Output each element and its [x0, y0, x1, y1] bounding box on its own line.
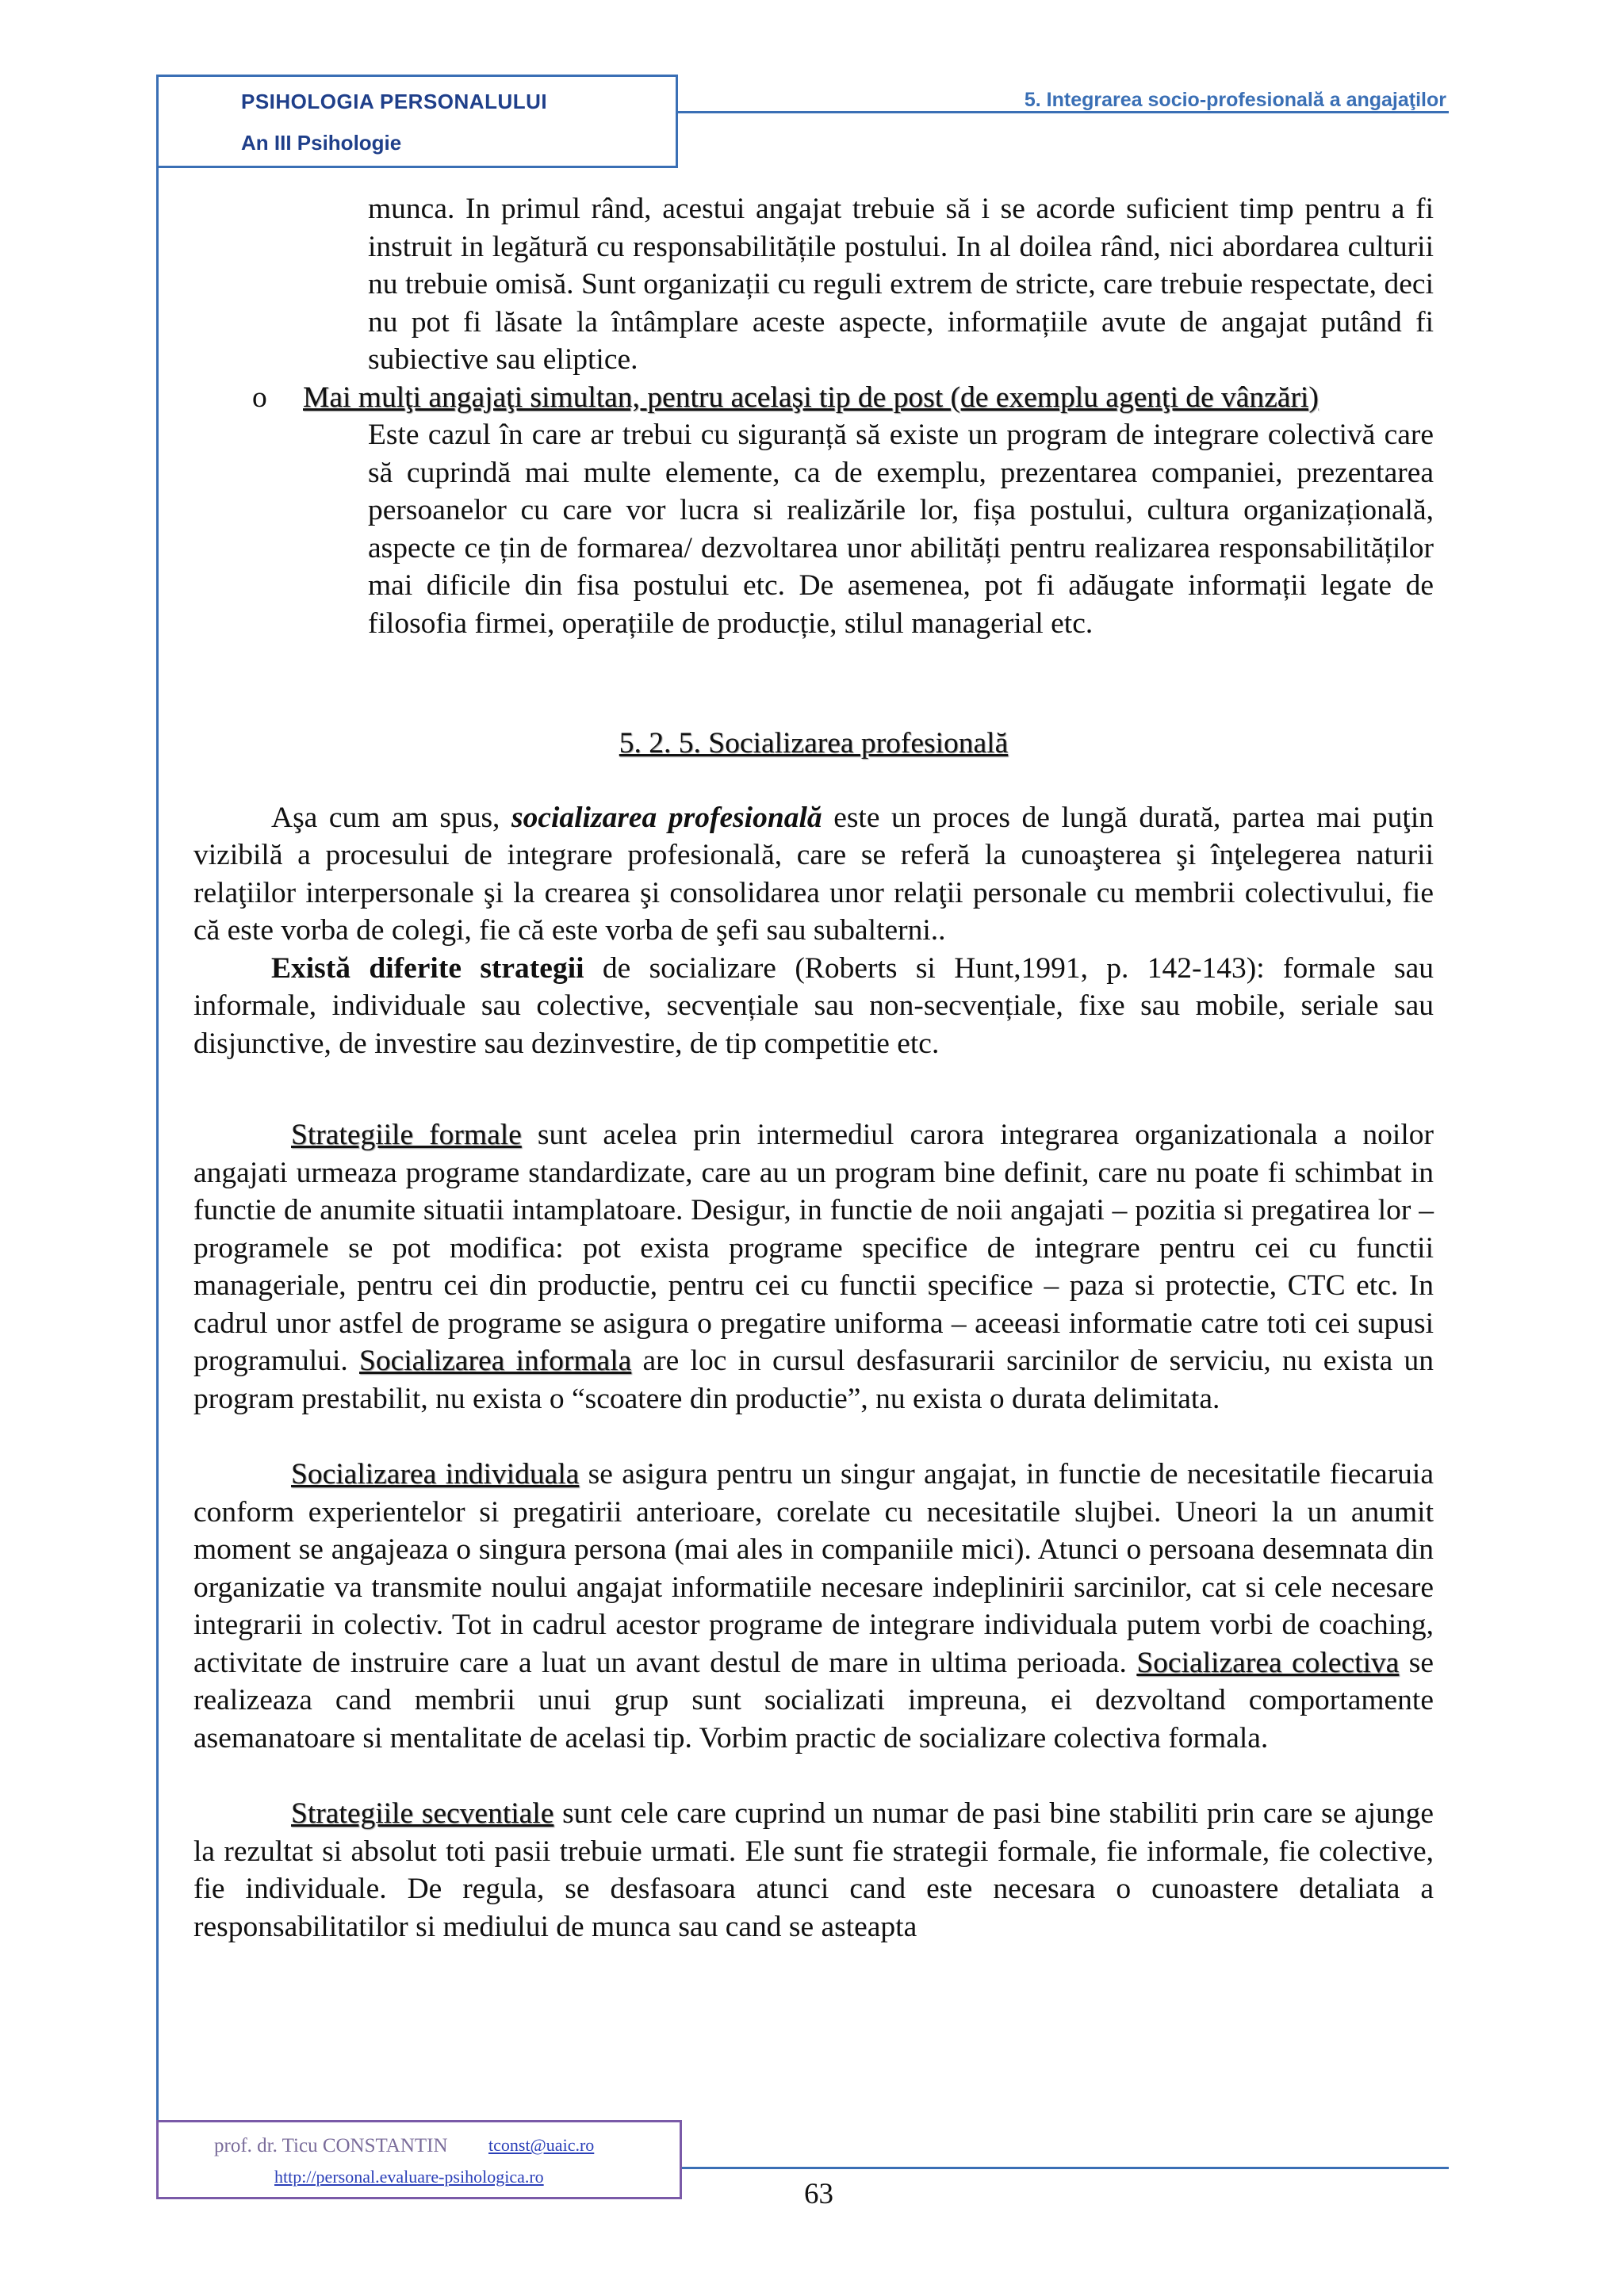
- footer-rule: [682, 2167, 1449, 2169]
- term-professional-socialization: socializarea profesională: [511, 801, 822, 834]
- footer-box: [156, 2120, 682, 2199]
- term-sequential-strategies: Strategiile secventiale: [291, 1797, 554, 1830]
- spacer: [193, 1418, 1434, 1456]
- text-run: Aşa cum am spus,: [271, 801, 511, 834]
- course-year: An III Psihologie: [241, 131, 402, 155]
- page-number: 63: [804, 2178, 833, 2210]
- spacer: [193, 1757, 1434, 1795]
- text-run: are loc in cursul desfasurarii sarcinilor de serviciu, nu exista un program prestabilit, nu exista o “scoatere din productie”, nu exista o durata delimitata.: [193, 1345, 1434, 1415]
- header-box: [156, 75, 678, 168]
- text-run: sunt acelea prin intermediul carora integrarea organizationala a noilor angajati urmeaza programe standardizate, care au un program bine definit, care nu poate fi schimbat in functie de anumite situatii intamplatoare. Desigur, in functie de noii angajati – pozitia si pregatirea lor – programele se pot modifica: pot exista programe specifice de integrare pentru cei cu functii manageriale, pentru cei din productie, pentru cei cu functii specifice – paza si protectie, CTC etc. In cadrul unor astfel de programe se asigura o pregatire uniforma – aceeasi informatie catre toti cei supusi programului.: [193, 1119, 1434, 1377]
- section-title: 5. 2. 5. Socializarea profesională: [619, 727, 1009, 760]
- author-name: prof. dr. Ticu CONSTANTIN: [214, 2135, 448, 2156]
- term-formal-strategies: Strategiile formale: [291, 1119, 522, 1151]
- course-title: PSIHOLOGIA PERSONALULUI: [241, 90, 548, 113]
- text-run: de socializare (Roberts si Hunt,1991, p. 142-143): formale sau informale, individuale sau colective, secvențiale sau non-secvențiale, fixe sau mobile, seriale sau disjunctive, de investire sau dezinvestire, de tip competitie etc.: [193, 951, 1434, 1060]
- author-email-link[interactable]: tconst@uaic.ro: [488, 2135, 595, 2155]
- text-run: se realizeaza cand membrii unui grup sunt socializati impreuna, ei dezvoltand comportamente asemanatoare si mentalitate de acelasi tip. Vorbim practic de socializare colectiva formala.: [193, 1646, 1434, 1755]
- paragraph-individual-socialization: [193, 1456, 1434, 1757]
- paragraph-continuation: munca. In primul rând, acestui angajat trebuie să i se acorde suficient timp pentru a fi instruit in legătură cu responsabilitățile postului. In al doilea rând, nici abordarea culturii nu trebuie omisă. Sunt organizații cu reguli extrem de stricte, care trebuie respectate, deci nu pot fi lăsate la întâmplare aceste aspecte, informațiile avute de angajat putând fi subiective sau eliptice.: [368, 193, 1434, 376]
- chapter-title: 5. Integrarea socio-profesională a angajaţilor: [1024, 89, 1446, 111]
- term-strategies: Există diferite strategii: [271, 951, 584, 985]
- bullet-item: [193, 379, 1434, 417]
- bullet-circle-icon: o: [252, 381, 267, 414]
- paragraph-collective-integration: Este cazul în care ar trebui cu siguranță să existe un program de integrare colectivă care să cuprindă mai multe elemente, ca de exemplu, prezentarea companiei, prezentarea persoanelor cu care vor lucra si realizările lor, fișa postului, cultura organizațională, aspecte ce țin de formarea/ dezvoltarea unor abilități pentru realizarea responsabilităților mai dificile din fisa postului etc. De asemenea, pot fi adăugate informații legate de filosofia firmei, operațiile de producție, stilul managerial etc.: [368, 419, 1434, 640]
- paragraph-formal-strategies: [193, 1116, 1434, 1418]
- text-run: este un proces de lungă durată, partea mai puţin vizibilă a procesului de integrare profesională, care se referă la cunoaşterea şi înţelegerea naturii relaţiilor interpersonale şi la crearea şi consolidarea unor relaţii personale cu membrii colectivului, fie că este vorba de colegi, fie că este vorba de şefi sau subalterni..: [193, 801, 1434, 947]
- page-body: [193, 190, 1434, 1946]
- term-collective-socialization: Socializarea colectiva: [1136, 1646, 1400, 1679]
- paragraph-professional-socialization: [193, 799, 1434, 950]
- paragraph-sequential-strategies: [193, 1795, 1434, 1946]
- bullet-title: Mai mulţi angajaţi simultan, pentru acelaşi tip de post (de exemplu agenţi de vânzări): [303, 381, 1319, 414]
- left-margin-rule: [156, 166, 159, 2125]
- website-link[interactable]: http://personal.evaluare-psihologica.ro: [274, 2167, 544, 2187]
- term-individual-socialization: Socializarea individuala: [291, 1458, 580, 1490]
- term-informal-socialization: Socializarea informala: [359, 1345, 632, 1377]
- text-run: se asigura pentru un singur angajat, in functie de necesitatile fiecaruia conform experientelor si pregatirii anterioare, corelate cu necesitatile slujbei. Uneori la un anumit moment se angajeaza o singura persona (mai ales in companiile mici). Atunci o persoana desemnata din organizatie va transmite noului angajat informatiile necesare indeplinirii sarcinilor, cat si cele necesare integrarii in colectiv. Tot in cadrul acestor programe de integrare individuala putem vorbi de coaching, activitate de instruire care a luat un avant destul de mare in ultima perioada.: [193, 1458, 1434, 1679]
- spacer: [193, 1062, 1434, 1116]
- paragraph-strategies: [193, 950, 1434, 1063]
- text-run: sunt cele care cuprind un numar de pasi bine stabiliti prin care se ajunge la rezultat si absolut toti pasii trebuie urmati. Ele sunt fie strategii formale, fie informale, fie colective, fie individuale. De regula, se desfasoara atunci cand este necesara o cunoastere detaliata a responsabilitatilor si mediului de munca sau cand se asteapta: [193, 1797, 1434, 1943]
